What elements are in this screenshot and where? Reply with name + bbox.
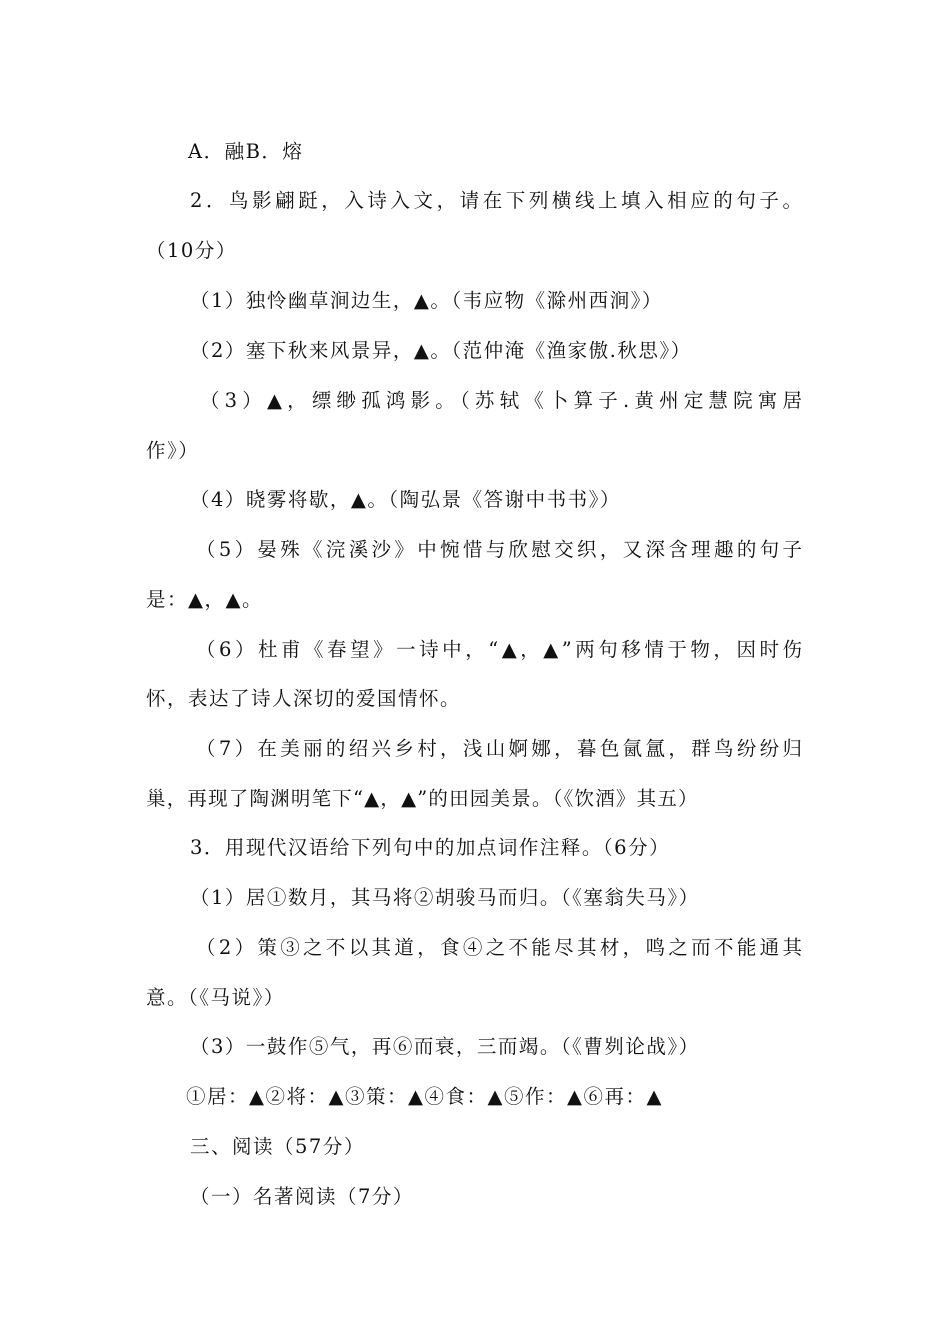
question-3-item-2-cont: 意。（《马说》） — [146, 986, 285, 1009]
question-2-item-4: （4）晓雾将歇，▲。（陶弘景《答谢中书书》） — [190, 488, 621, 511]
question-2-heading: 2．鸟影翩跹，入诗入文，请在下列横线上填入相应的句子。 — [190, 189, 802, 212]
question-2-score: （10分） — [146, 239, 237, 262]
section-3-heading: 三、阅读（57分） — [190, 1135, 365, 1158]
question-2-item-6: （6）杜甫《春望》一诗中，“▲，▲”两句移情于物，因时伤 — [196, 638, 802, 661]
question-2-item-7-cont: 巢，再现了陶渊明笔下“▲，▲”的田园美景。（《饮酒》其五） — [146, 787, 699, 810]
question-3-item-2: （2）策③之不以其道，食④之不能尽其材，鸣之而不能通其 — [196, 936, 802, 959]
question-2-item-5-cont: 是：▲，▲。 — [146, 588, 263, 611]
question-3-item-1: （1）居①数月，其马将②胡骏马而归。（《塞翁失马》） — [190, 886, 700, 909]
question-2-item-7: （7）在美丽的绍兴乡村，浅山婀娜，暮色氤氲，群鸟纷纷归 — [196, 737, 802, 760]
question-3-heading: 3．用现代汉语给下列句中的加点词作注释。（6分） — [190, 836, 671, 859]
question-2-item-6-cont: 怀，表达了诗人深切的爱国情怀。 — [146, 687, 462, 710]
question-2-item-3: （3）▲，缥缈孤鸿影。（苏轼《卜算子.黄州定慧院寓居 — [200, 389, 802, 412]
section-3-part-1-heading: （一）名著阅读（7分） — [190, 1185, 414, 1208]
question-3-answers: ①居：▲②将：▲③策：▲④食：▲⑤作：▲⑥再：▲ — [186, 1085, 663, 1108]
option-line: A．融B．熔 — [188, 140, 304, 163]
question-2-item-5: （5）晏殊《浣溪沙》中惋惜与欣慰交织，又深含理趣的句子 — [196, 538, 802, 561]
question-2-item-2: （2）塞下秋来风景异，▲。（范仲淹《渔家傲.秋思》） — [190, 339, 692, 362]
question-2-item-1: （1）独怜幽草涧边生，▲。（韦应物《滁州西涧》） — [190, 289, 663, 312]
question-3-item-3: （3）一鼓作⑤气，再⑥而衰，三而竭。（《曹刿论战》） — [190, 1035, 700, 1058]
question-2-item-3-cont: 作》） — [146, 439, 200, 462]
